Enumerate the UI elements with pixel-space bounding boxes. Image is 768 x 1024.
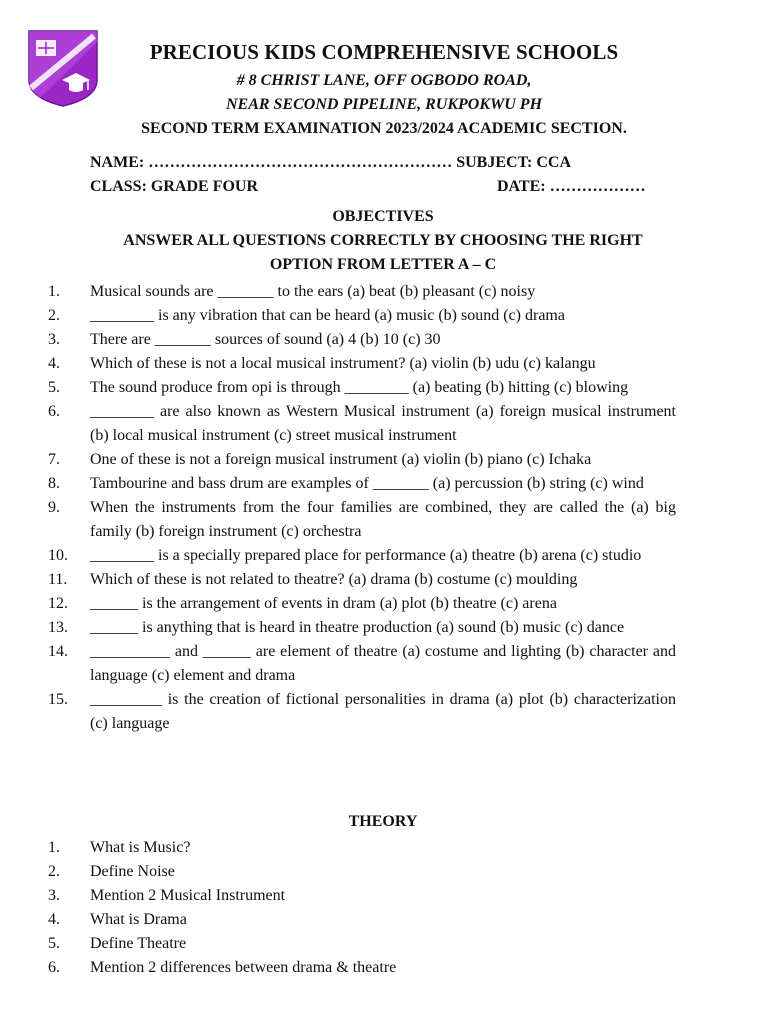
theory-question	[0, 884, 768, 908]
question-number: 14.	[48, 643, 68, 660]
objective-question	[0, 544, 768, 568]
objective-question	[0, 376, 768, 400]
instruction-line-2: OPTION FROM LETTER A – C	[269, 256, 497, 273]
address-line-2: NEAR SECOND PIPELINE, RUKPOKWU PH	[225, 96, 543, 113]
date-label: DATE: ………………	[497, 178, 646, 195]
address-line-1: # 8 CHRIST LANE, OFF OGBODO ROAD,	[236, 72, 532, 89]
question-number: 4.	[48, 911, 60, 928]
question-text: Tambourine and bass drum are examples of _______ (a) percussion (b) string (c) wind	[90, 475, 644, 492]
question-number: 11.	[48, 571, 68, 588]
objective-question	[0, 640, 768, 688]
question-text: ______ is the arrangement of events in dram (a) plot (b) theatre (c) arena	[90, 595, 557, 612]
theory-question	[0, 956, 768, 980]
question-number: 3.	[48, 331, 60, 348]
school-name: PRECIOUS KIDS COMPREHENSIVE SCHOOLS	[149, 40, 619, 64]
question-number: 7.	[48, 451, 60, 468]
name-subject-line: NAME: ………………………………………………… SUBJECT: CCA	[90, 154, 572, 171]
objective-question	[0, 616, 768, 640]
question-text: ________ are also known as Western Musical instrument (a) foreign musical instrument (b) local musical instrument (c) street musical instrument	[90, 403, 676, 444]
question-text: What is Music?	[90, 839, 191, 856]
question-text: ________ is any vibration that can be heard (a) music (b) sound (c) drama	[90, 307, 565, 324]
theory-question	[0, 836, 768, 860]
question-number: 4.	[48, 355, 60, 372]
question-text: Which of these is not a local musical instrument? (a) violin (b) udu (c) kalangu	[90, 355, 596, 372]
objective-question	[0, 352, 768, 376]
objective-questions-list	[0, 280, 768, 736]
objective-question	[0, 568, 768, 592]
question-text: ________ is a specially prepared place for performance (a) theatre (b) arena (c) studio	[90, 547, 642, 564]
theory-title: THEORY	[348, 813, 418, 830]
objective-question	[0, 400, 768, 448]
question-number: 2.	[48, 307, 60, 324]
question-text: One of these is not a foreign musical instrument (a) violin (b) piano (c) Ichaka	[90, 451, 592, 468]
question-text: There are _______ sources of sound (a) 4 (b) 10 (c) 30	[90, 331, 441, 348]
question-text: ______ is anything that is heard in theatre production (a) sound (b) music (c) dance	[90, 619, 625, 636]
question-number: 5.	[48, 379, 60, 396]
objectives-title: OBJECTIVES	[332, 208, 434, 225]
question-text: Which of these is not related to theatre? (a) drama (b) costume (c) moulding	[90, 571, 578, 588]
question-number: 12.	[48, 595, 68, 612]
question-text: The sound produce from opi is through ________ (a) beating (b) hitting (c) blowing	[90, 379, 629, 396]
question-number: 9.	[48, 499, 60, 516]
question-number: 3.	[48, 887, 60, 904]
question-text: What is Drama	[90, 911, 187, 928]
question-number: 15.	[48, 691, 68, 708]
question-text: _________ is the creation of fictional personalities in drama (a) plot (b) characterization (c) language	[90, 691, 676, 732]
question-number: 13.	[48, 619, 68, 636]
question-number: 5.	[48, 935, 60, 952]
objective-question	[0, 496, 768, 544]
question-text: __________ and ______ are element of theatre (a) costume and lighting (b) character and language (c) element and drama	[90, 643, 676, 684]
objective-question	[0, 328, 768, 352]
question-text: Mention 2 Musical Instrument	[90, 887, 286, 904]
question-text: Musical sounds are _______ to the ears (a) beat (b) pleasant (c) noisy	[90, 283, 536, 300]
question-number: 10.	[48, 547, 68, 564]
question-number: 1.	[48, 839, 60, 856]
exam-title: SECOND TERM EXAMINATION 2023/2024 ACADEMIC SECTION.	[141, 120, 627, 137]
objective-question	[0, 448, 768, 472]
question-text: Define Theatre	[90, 935, 187, 952]
theory-question	[0, 860, 768, 884]
question-number: 6.	[48, 959, 60, 976]
theory-question	[0, 908, 768, 932]
objective-question	[0, 280, 768, 304]
objective-question	[0, 592, 768, 616]
question-number: 8.	[48, 475, 60, 492]
class-label: CLASS: GRADE FOUR	[90, 178, 259, 195]
objective-question	[0, 688, 768, 736]
question-text: Mention 2 differences between drama & theatre	[90, 959, 397, 976]
question-number: 1.	[48, 283, 60, 300]
objective-question	[0, 472, 768, 496]
question-number: 6.	[48, 403, 60, 420]
theory-question	[0, 932, 768, 956]
instruction-line-1: ANSWER ALL QUESTIONS CORRECTLY BY CHOOSING THE RIGHT	[123, 232, 643, 249]
theory-questions-list	[0, 836, 768, 980]
objective-question	[0, 304, 768, 328]
question-text: Define Noise	[90, 863, 175, 880]
question-number: 2.	[48, 863, 60, 880]
question-text: When the instruments from the four families are combined, they are called the (a) big family (b) foreign instrument (c) orchestra	[90, 499, 676, 540]
